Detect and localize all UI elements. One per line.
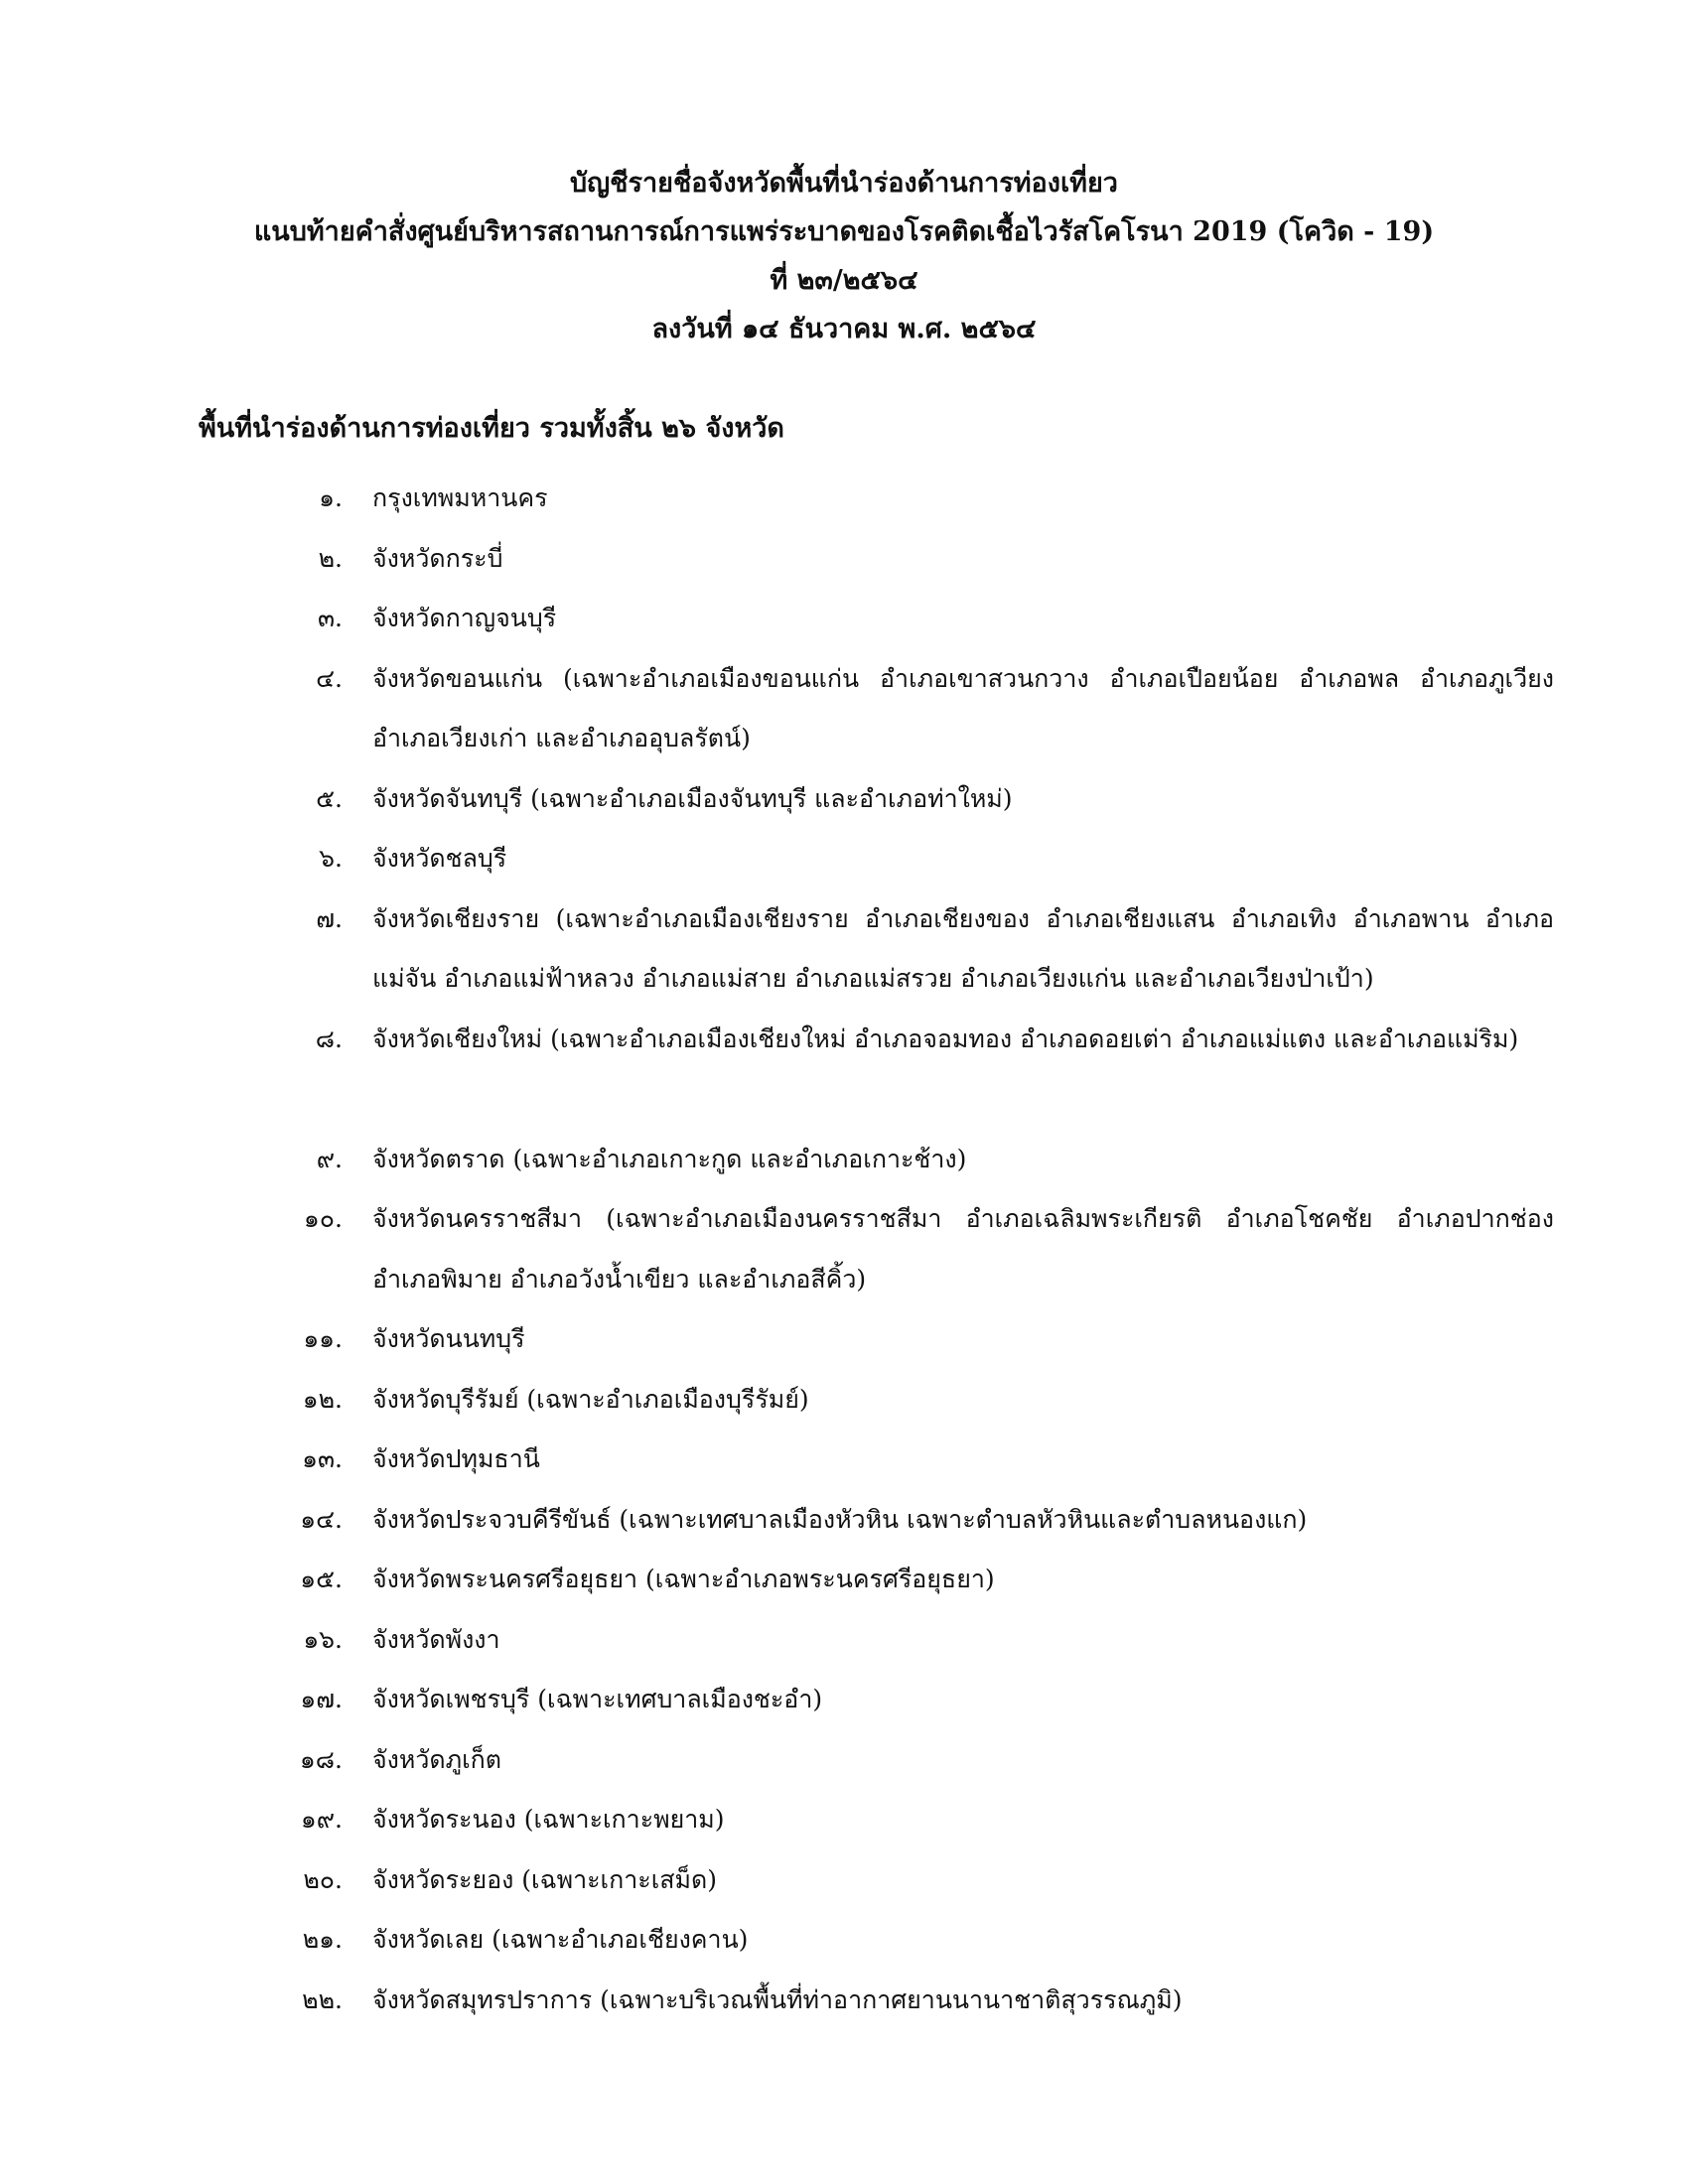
list-item-text: จังหวัดเชียงราย (เฉพาะอำเภอเมืองเชียงราย อำเภอเชียงของ อำเภอเชียงแสน อำเภอเทิง อำเภอพาน อำเภอแม่จัน อำเภอแม่ฟ้าหลวง อำเภอแม่สาย อำเภอแม่สรวย อำเภอเวียงแก่น และอำเภอเวียงป่าเป้า) [372,903,1554,993]
list-item-number: ๗. [316,903,343,933]
list-item-text: จังหวัดตราด (เฉพาะอำเภอเกาะกูด และอำเภอเกาะช้าง) [372,1144,967,1173]
list-item-text: จังหวัดกระบี่ [372,543,503,573]
list-item-text: จังหวัดเลย (เฉพาะอำเภอเชียงคาน) [372,1925,749,1954]
list-item-number: ๔. [316,663,343,693]
list-item [0,1189,1688,1309]
list-item-number: ๑๖. [303,1624,343,1654]
list-item-text: จังหวัดนครราชสีมา (เฉพาะอำเภอเมืองนครราชสีมา อำเภอเฉลิมพระเกียรติ อำเภอโชคชัย อำเภอปากช่อง อำเภอพิมาย อำเภอวังน้ำเขียว และอำเภอสีคิ้ว) [372,1204,1554,1294]
list-item [0,829,1688,889]
list-item [0,1730,1688,1791]
list-item-number: ๑๑. [303,1324,343,1353]
list-item-number: ๒๑. [302,1925,343,1954]
list-item-number: ๑๙. [300,1805,343,1834]
list-item-number: ๑๒. [302,1384,343,1414]
list-item-text: จังหวัดจันทบุรี (เฉพาะอำเภอเมืองจันทบุรี และอำเภอท่าใหม่) [372,783,1013,813]
list-item [0,529,1688,590]
list-item-text: จังหวัดขอนแก่น (เฉพาะอำเภอเมืองขอนแก่น อำเภอเขาสวนกวาง อำเภอเปือยน้อย อำเภอพล อำเภอภูเวียง อำเภอเวียงเก่า และอำเภออุบลรัตน์) [372,663,1554,752]
list-item-number: ๖. [319,844,343,873]
list-item-number: ๒. [318,543,343,573]
list-item-text: จังหวัดพระนครศรีอยุธยา (เฉพาะอำเภอพระนครศรีอยุธยา) [372,1565,995,1593]
header-order-number: ที่ ๒๓/๒๕๖๔ [770,265,918,296]
list-item-text: จังหวัดบุรีรัมย์ (เฉพาะอำเภอเมืองบุรีรัมย์) [372,1384,809,1414]
list-item-number: ๑๘. [299,1744,343,1774]
list-item-number: ๑๓. [302,1444,343,1473]
document-header [0,159,1688,353]
section-heading: พื้นที่นำร่องด้านการท่องเที่ยว รวมทั้งสิ้น ๒๖ จังหวัด [199,413,784,444]
list-item [0,769,1688,830]
list-item [0,1910,1688,1971]
list-item-text: กรุงเทพมหานคร [372,483,548,512]
list-item-text: จังหวัดประจวบคีรีขันธ์ (เฉพาะเทศบาลเมืองหัวหิน เฉพาะตำบลหัวหินและตำบลหนองแก) [372,1504,1308,1534]
list-item-text: จังหวัดเชียงใหม่ (เฉพาะอำเภอเมืองเชียงใหม่ อำเภอจอมทอง อำเภอดอยเต่า อำเภอแม่แตง และอำเภอแม่ริม) [372,1024,1519,1053]
list-item [0,649,1688,769]
list-item-text: จังหวัดชลบุรี [372,844,507,873]
list-item-number: ๒๒. [302,1984,343,2014]
list-item [0,1971,1688,2031]
list-item [0,1309,1688,1370]
list-item-number: ๓. [317,604,343,632]
list-item-text: จังหวัดระนอง (เฉพาะเกาะพยาม) [372,1805,725,1834]
list-item-number: ๑๕. [300,1565,343,1593]
list-item-text: จังหวัดระยอง (เฉพาะเกาะเสม็ด) [372,1864,717,1894]
list-item-text: จังหวัดสมุทรปราการ (เฉพาะบริเวณพื้นที่ท่าอากาศยานนานาชาติสุวรรณภูมิ) [372,1984,1183,2014]
header-order-date: ลงวันที่ ๑๔ ธันวาคม พ.ศ. ๒๕๖๔ [651,314,1037,344]
list-item-number: ๘. [315,1024,343,1053]
list-item [0,1790,1688,1850]
list-item [0,889,1688,1010]
list-item-number: ๑๐. [303,1204,343,1233]
list-item [0,1850,1688,1911]
list-item-text: จังหวัดพังงา [372,1624,500,1654]
header-order-reference: แนบท้ายคำสั่งศูนย์บริหารสถานการณ์การแพร่ระบาดของโรคติดเชื้อไวรัสโคโรนา 2019 (โควิด - 19) [253,216,1435,247]
list-item [0,1130,1688,1190]
list-item [0,1010,1688,1130]
list-item-number: ๕. [316,783,343,813]
list-item [0,1610,1688,1671]
list-item [0,1370,1688,1431]
list-item-number: ๑๗. [300,1685,343,1713]
list-item-text: จังหวัดนนทบุรี [372,1324,525,1353]
header-title: บัญชีรายชื่อจังหวัดพื้นที่นำร่องด้านการท่องเที่ยว [570,168,1118,199]
list-item [0,1550,1688,1610]
list-item [0,1490,1688,1551]
list-item-number: ๙. [316,1144,343,1173]
list-item-text: จังหวัดปทุมธานี [372,1444,540,1473]
list-item [0,1670,1688,1730]
list-item [0,589,1688,649]
list-item-text: จังหวัดภูเก็ต [372,1744,502,1774]
list-item-text: จังหวัดกาญจนบุรี [372,604,557,632]
list-item-number: ๑๔. [300,1504,343,1534]
list-item [0,469,1688,529]
list-item-text: จังหวัดเพชรบุรี (เฉพาะเทศบาลเมืองชะอำ) [372,1685,823,1713]
list-item-number: ๒๐. [303,1864,343,1894]
list-item-number: ๑. [319,483,343,512]
list-item [0,1430,1688,1490]
province-list [0,469,1688,2030]
